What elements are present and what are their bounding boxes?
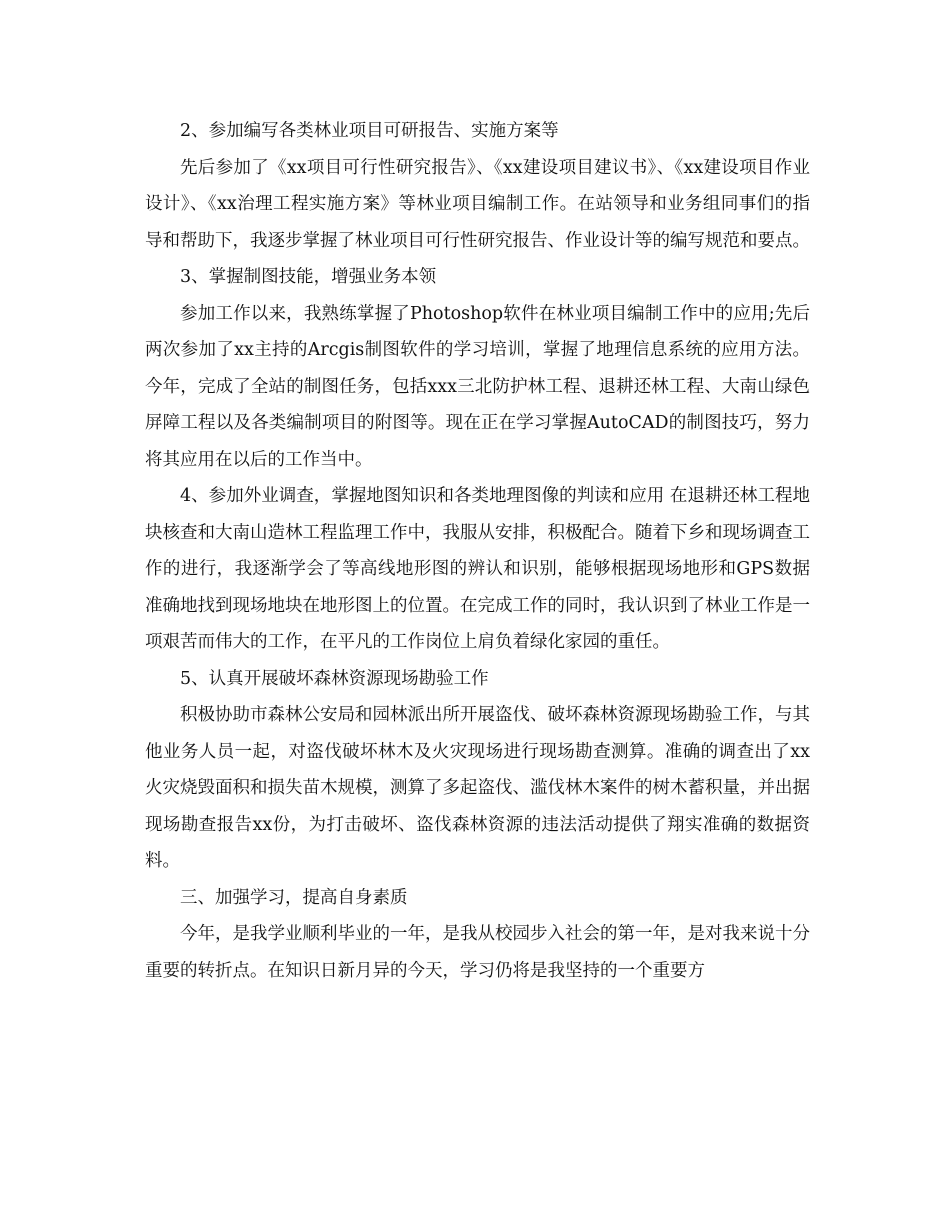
section-heading-three: 三、加强学习，提高自身素质 — [180, 887, 408, 908]
paragraph-site-investigation: 积极协助市森林公安局和园林派出所开展盗伐、破坏森林资源现场勘验工作，与其他业务人员一起，对盗伐破坏林木及火灾现场进行现场勘查测算。准确的调查出了xx火灾烧毁面积和损失苗木规模，测算了多起盗伐、滥伐林木案件的树木蓄积量，并出据现场勘查报告xx份，为打击破坏、盗伐森林资源的违法活动提供了翔实准确的数据资料。 — [145, 705, 810, 871]
section-heading-2: 2、参加编写各类林业项目可研报告、实施方案等 — [180, 121, 559, 141]
paragraph-mapping-skills: 参加工作以来，我熟练掌握了Photoshop软件在林业项目编制工作中的应用;先后两次参加了xx主持的Arcgis制图软件的学习培训，掌握了地理信息系统的应用方法。今年，完成了全站的制图任务，包括xxx三北防护林工程、退耕还林工程、大南山绿色屏障工程以及各类编制项目的附图等。现在正在学习掌握AutoCAD的制图技巧，努力将其应用在以后的工作当中。 — [145, 303, 810, 470]
paragraph-study: 今年，是我学业顺利毕业的一年，是我从校园步入社会的第一年，是对我来说十分重要的转折点。在知识日新月异的今天，学习仍将是我坚持的一个重要方 — [145, 924, 810, 981]
section-heading-3: 3、掌握制图技能，增强业务本领 — [180, 267, 437, 287]
document-body — [145, 113, 810, 989]
paragraph-field-survey: 4、参加外业调查，掌握地图知识和各类地理图像的判读和应用 在退耕还林工程地块核查和大南山造林工程监理工作中，我服从安排，积极配合。随着下乡和现场调查工作的进行，我逐渐学会了等高线地形图的辨认和识别，能够根据现场地形和GPS数据准确地找到现场地块在地形图上的位置。在完成工作的同时，我认识到了林业工作是一项艰苦而伟大的工作，在平凡的工作岗位上肩负着绿化家园的重任。 — [145, 486, 810, 652]
section-heading-5: 5、认真开展破坏森林资源现场勘验工作 — [180, 668, 489, 689]
paragraph-project-reports: 先后参加了《xx项目可行性研究报告》、《xx建设项目建议书》、《xx建设项目作业设计》、《xx治理工程实施方案》等林业项目编制工作。在站领导和业务组同事们的指导和帮助下，我逐步掌握了林业项目可行性研究报告、作业设计等的编写规范和要点。 — [145, 157, 810, 251]
